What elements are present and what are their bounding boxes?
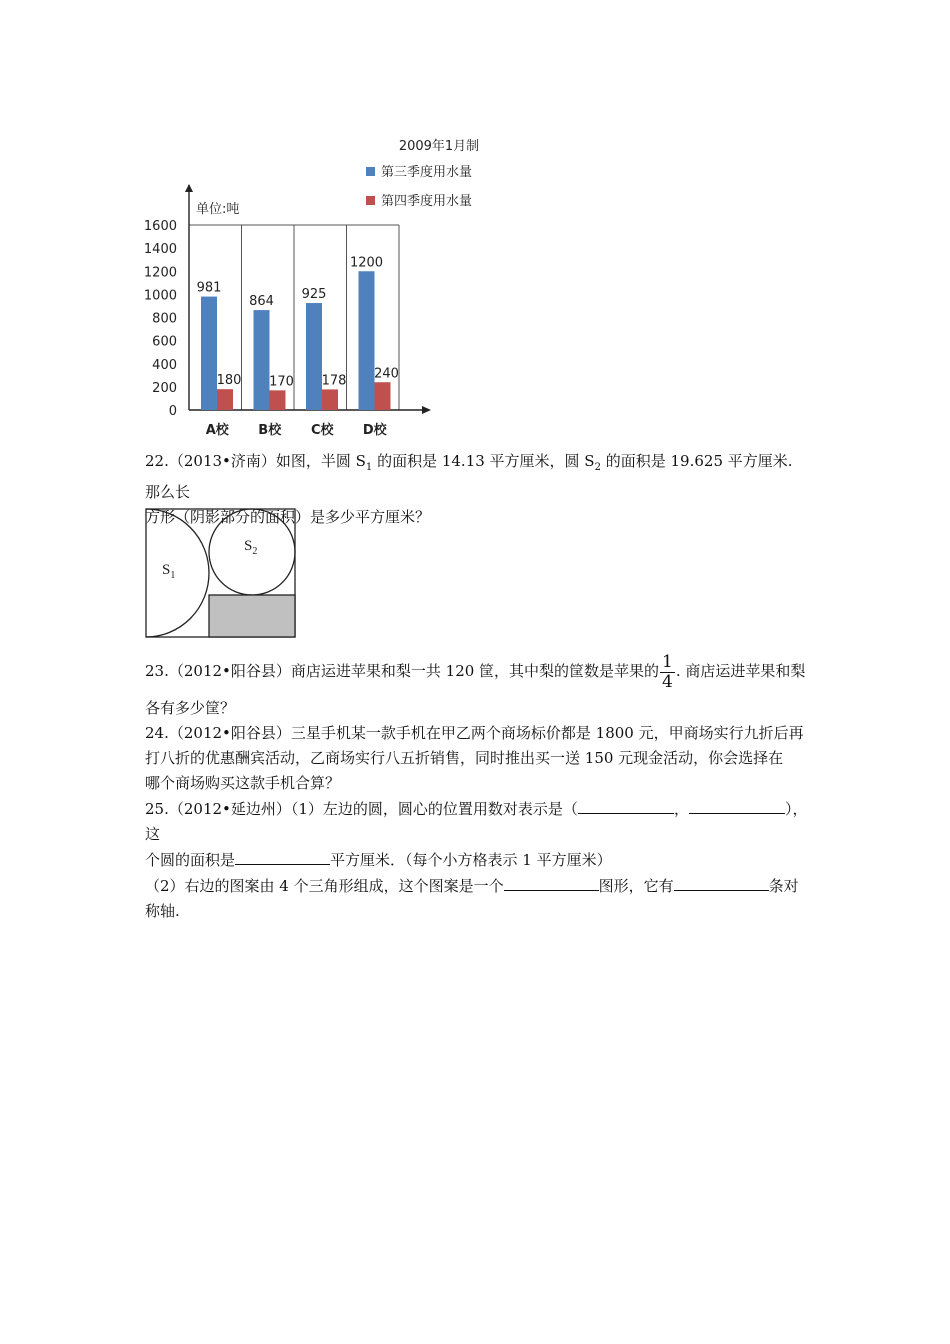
- y-tick-label: 200: [152, 380, 177, 396]
- data-label: 925: [301, 287, 327, 303]
- legend-swatch: [366, 167, 375, 176]
- y-tick-label: 1000: [143, 288, 177, 304]
- label-s2: $S_2$: [244, 538, 258, 557]
- data-label: 240: [374, 366, 399, 382]
- fraction-one-quarter: $\frac{1}{4}$: [662, 651, 673, 692]
- y-tick-label: 1400: [143, 242, 177, 258]
- data-label: 1200: [349, 255, 384, 271]
- problem-22-figure: [145, 508, 297, 640]
- category-label: B校: [258, 423, 282, 438]
- data-label: 864: [249, 294, 274, 310]
- problem-25: [145, 796, 810, 924]
- problem-24-line-2: 打八折的优惠酬宾活动，乙商场实行八五折销售，同时推出买一送 150 元现金活动，你会选择在: [145, 749, 784, 767]
- answer-blank-area[interactable]: [235, 847, 330, 865]
- legend-swatch: [366, 196, 375, 205]
- problem-24: [145, 721, 810, 796]
- y-tick-label: 800: [152, 311, 177, 327]
- problem-24-line-1: 24.（2012•阳谷县）三星手机某一款手机在甲乙两个商场标价都是 1800 元，甲商场实行九折后再: [145, 724, 804, 742]
- bar-chart-svg: [130, 130, 510, 450]
- semicircle-s1: [146, 509, 209, 637]
- bar-q4: [270, 390, 286, 410]
- label-s1: $S_1$: [162, 562, 176, 581]
- bar-q3: [201, 297, 217, 410]
- problem-25-line-3: （2）右边的图案由 4 个三角形组成，这个图案是一个 图形，它有 条对: [145, 873, 810, 899]
- y-tick-label: 600: [152, 334, 177, 350]
- answer-blank-x[interactable]: [578, 796, 674, 814]
- category-label: C校: [310, 423, 334, 438]
- problem-22-line-1: 22.（2013•济南）如图，半圆 $S_1$ 的面积是 14.13 平方厘米，圆 $S_2$ 的面积是 19.625 平方厘米. 那么长: [145, 452, 793, 501]
- legend-label: 第三季度用水量: [381, 165, 473, 180]
- legend-label: 第四季度用水量: [381, 194, 473, 209]
- data-label: 170: [269, 374, 294, 390]
- problem-24-line-3: 哪个商场购买这款手机合算？: [145, 774, 341, 792]
- y-tick-label: 0: [168, 404, 177, 419]
- bar-q4: [375, 382, 391, 410]
- unit-label: 单位:吨: [196, 202, 240, 217]
- answer-blank-axes[interactable]: [674, 873, 769, 891]
- problem-23-line-2: 各有多少筐？: [145, 698, 236, 717]
- bar-q4: [217, 389, 233, 410]
- bar-q4: [322, 389, 338, 410]
- problem-25-line-2: 个圆的面积是 平方厘米．（每个小方格表示 1 平方厘米）: [145, 847, 810, 873]
- problem-23-line-1: 23.（2012•阳谷县）商店运进苹果和梨一共 120 筐，其中梨的筐数是苹果的 $\frac{1}{4}$ . 商店运进苹果和梨: [145, 651, 806, 692]
- y-tick-label: 1600: [143, 219, 177, 234]
- bar-q3: [359, 271, 375, 410]
- bar-q3: [254, 310, 270, 410]
- bar-q3: [306, 303, 322, 410]
- water-usage-chart: [130, 130, 510, 450]
- shaded-rectangle: [209, 595, 295, 637]
- category-label: A校: [205, 423, 229, 438]
- data-label: 178: [321, 373, 347, 389]
- y-tick-label: 400: [152, 357, 177, 373]
- problem-25-line-1: 25.（2012•延边州）（1）左边的圆，圆心的位置用数对表示是（ ， ），这: [145, 796, 810, 847]
- problem-23: [145, 652, 810, 721]
- y-tick-label: 1200: [143, 265, 177, 281]
- x-axis-arrow: [422, 406, 431, 414]
- answer-blank-y[interactable]: [689, 796, 785, 814]
- chart-title: 2009年1月制: [398, 139, 480, 154]
- data-label: 981: [196, 280, 222, 296]
- problem-25-line-4: 称轴.: [145, 902, 180, 920]
- problem-22-line-2: 方形（阴影部分的面积）是多少平方厘米？: [145, 508, 431, 526]
- data-label: 180: [216, 373, 242, 389]
- answer-blank-shape[interactable]: [504, 873, 599, 891]
- category-label: D校: [362, 423, 387, 438]
- y-axis-arrow: [185, 184, 193, 192]
